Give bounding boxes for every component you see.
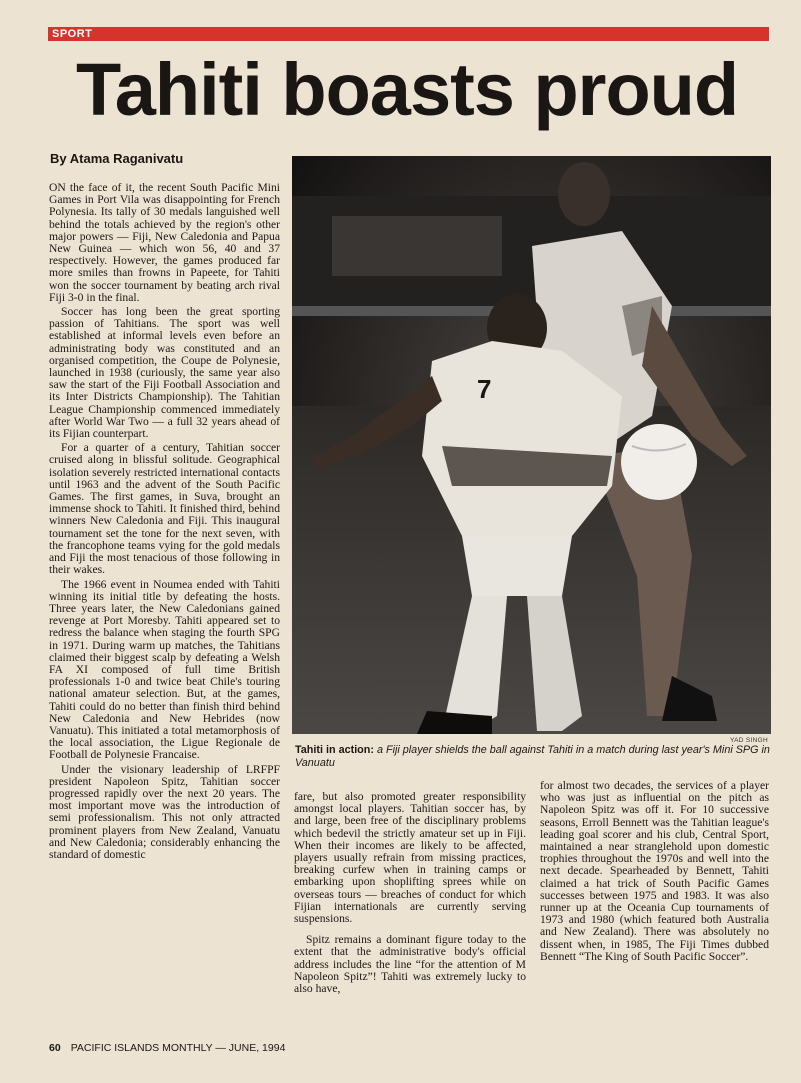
match-photo (292, 156, 771, 734)
headline: Tahiti boasts proud (76, 48, 739, 131)
page-number: 60 (49, 1042, 61, 1054)
paragraph: Spitz remains a dominant figure today to the extent that the administrative body's official address includes the line “for the attention of M Napoleon Spitz”! Tahiti was extremely lucky to also have, (294, 933, 526, 996)
photo-credit: YAD SINGH (730, 737, 768, 744)
paragraph: Under the visionary leadership of LRFPF president Napoleon Spitz, Tahitian soccer progressed rapidly over the next 20 years. The most important move was the introduction of semi professionalism. This not only attracted prominent players from New Zealand, Vanuatu and New Caledonia; considerably enhancing the standard of domestic (49, 762, 280, 861)
paragraph: fare, but also promoted greater responsibility amongst local players. Tahitian soccer has, by and large, been free of the disciplinary problems which bedevil the strictly amateur set up in Fiji. When their incomes are likely to be affected, players usually refrain from missing practices, breaking curfew when in training camps or embarking upon shoplifting sprees while on overseas tours — breaches of conduct for which Fijian internationals are currently serving suspensions. (294, 791, 526, 926)
photo-illustration (292, 156, 771, 734)
jersey-number: 7 (477, 374, 492, 404)
paragraph: For a quarter of a century, Tahitian soccer cruised along in blissful solitude. Geographical isolation severely restricted international contacts until 1963 and the advent of the South Pacific Games. The first games, in Suva, brought an immense shock to Tahiti. It finished third, behind winners New Caledonia and Fiji. This inaugural tournament set the tone for the next seven, with the francophone teams vying for the gold medals and Fiji the most tenacious of those following in their wakes. (49, 441, 280, 577)
byline: By Atama Raganivatu (50, 151, 184, 166)
paragraph: ON the face of it, the recent South Pacific Mini Games in Port Vila was disappointing for French Polynesia. Its tally of 30 medals languished well behind the totals achieved by the region's other major powers — Fiji, New Caledonia and Papua New Guinea — which won 56, 40 and 37 respectively. However, the games produced far more smiles than frowns in Papeete, for Tahiti won the soccer tournament by beating arch rival Fiji 3-0 in the final. (49, 182, 280, 304)
section-bar (48, 27, 769, 41)
paragraph: The 1966 event in Noumea ended with Tahiti winning its initial title by defeating the hosts. Three years later, the New Caledonians gained revenge at Port Moresby. Tahiti appeared set to redress the balance when staging the fourth SPG in 1971. During warm up matches, the Tahitians claimed their biggest scalp by defeating a Welsh FA XI composed of full time British professionals 1-0 and twice beat Chile's touring national amateur selection. But, at the games, Tahiti could do no better than finish third behind New Caledonia and New Hebrides (now Vanuatu). This initiated a total metamorphosis of the local association, the Ligue Regionale de Football de Polynesie Francaise. (49, 577, 280, 762)
article-column-3 (540, 780, 769, 1025)
caption-lead: Tahiti in action: (295, 744, 374, 756)
paragraph: Soccer has long been the great sporting passion of Tahitians. The sport was well established at informal levels even before an administrating body was constituted and an organised competition, the Coupe de Polynesie, launched in 1938 (curiously, the same year also saw the start of the Fiji Football Association and its Inter Districts Championship). The Tahitian League Championship commenced immediately after World War Two — a full 32 years ahead of its Fijian counterpart. (49, 305, 280, 441)
article-column-2 (294, 791, 526, 1023)
publication-line: PACIFIC ISLANDS MONTHLY — JUNE, 1994 (70, 1042, 286, 1054)
photo-caption (295, 744, 771, 769)
paragraph: for almost two decades, the services of a player who was just as influential on the pitch as Napoleon Spitz was off it. For 10 successive seasons, Erroll Bennett was the Tahitian league's leading goal scorer and his club, Central Sport, maintained a near stranglehold upon domestic trophies throughout the 1970s and well into the next decade. Spearheaded by Bennett, Tahiti claimed a hat trick of South Pacific Games successes between 1975 and 1983. It was also runner up at the Oceania Cup tournaments of 1973 and 1980 (which featured both Australia and New Zealand). There was absolutely no dissent when, in 1985, The Fiji Times dubbed Bennett “The King of South Pacific Soccer”. (540, 780, 769, 963)
page-footer (49, 1042, 285, 1054)
caption-text: a Fiji player shields the ball against Tahiti in a match during last year's Mini SPG in Vanuatu (295, 744, 770, 769)
section-label: SPORT (52, 28, 93, 40)
article-column-1 (49, 182, 280, 1022)
